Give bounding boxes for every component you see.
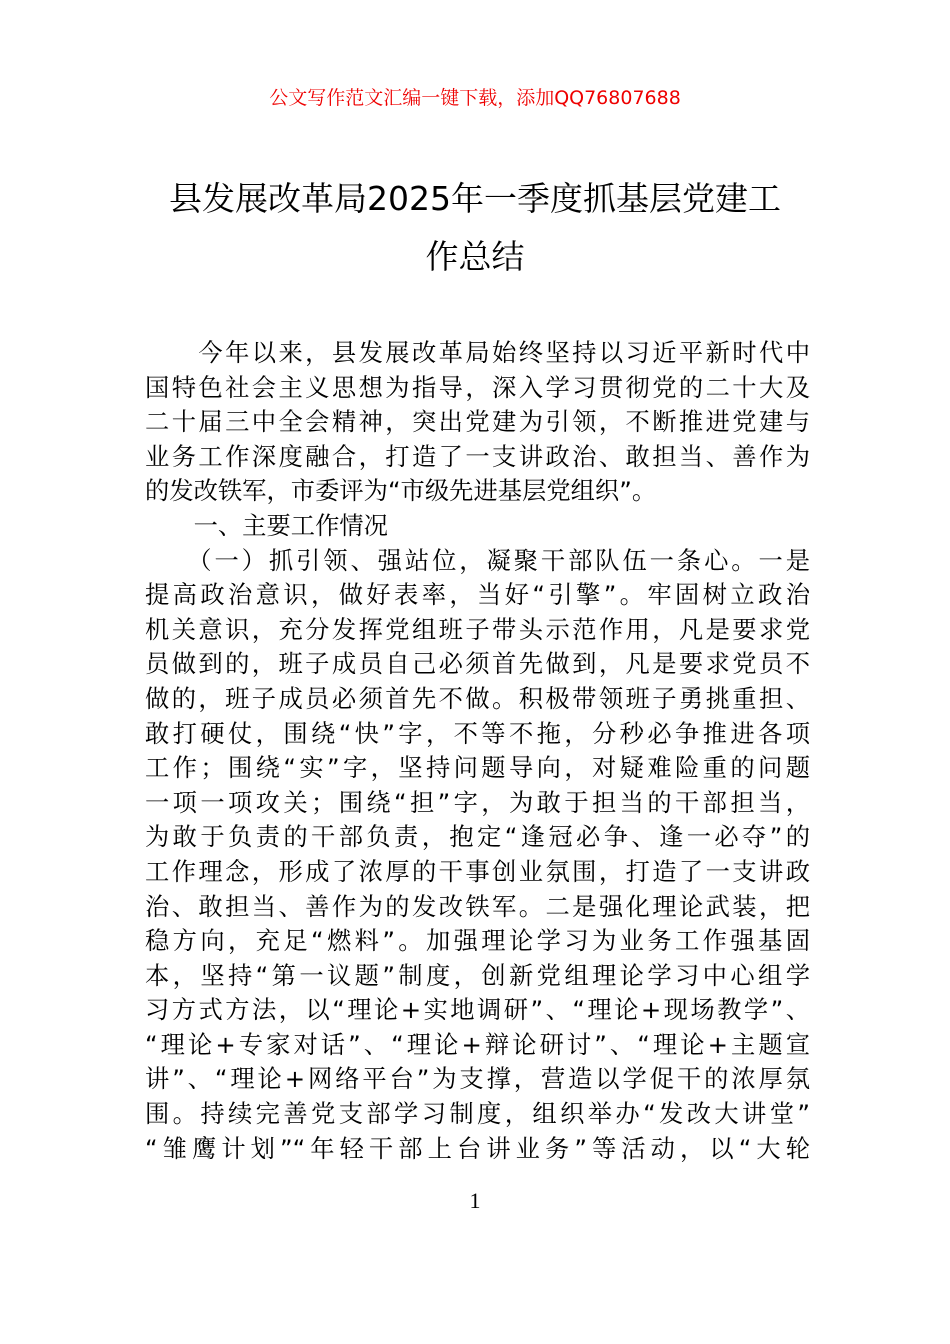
body-line: 的发改铁军，市委评为“市级先进基层党组织”。: [145, 476, 657, 506]
body-line: 治、敢担当、善作为的发改铁军。二是强化理论武装，把: [145, 891, 810, 921]
watermark-banner: 公文写作范文汇编一键下载，添加QQ76807688: [269, 87, 681, 109]
body-line: 工作理念，形成了浓厚的干事创业氛围，打造了一支讲政: [145, 856, 810, 886]
body-line: 本，坚持“第一议题”制度，创新党组理论学习中心组学: [145, 960, 810, 990]
document-body: [145, 336, 810, 1166]
body-line: 员做到的，班子成员自己必须首先做到，凡是要求党员不: [145, 649, 810, 679]
body-line: 工作；围绕“实”字，坚持问题导向，对疑难险重的问题: [145, 753, 810, 783]
body-line: 机关意识，充分发挥党组班子带头示范作用，凡是要求党: [145, 614, 810, 644]
body-line: 围。持续完善党支部学习制度，组织举办“发改大讲堂”: [145, 1099, 810, 1129]
body-line: 为敢于负责的干部负责，抱定“逢冠必争、逢一必夺”的: [145, 822, 810, 852]
body-line: 讲”、“理论+网络平台”为支撑，营造以学促干的浓厚氛: [145, 1064, 810, 1094]
body-line: 敢打硬仗，围绕“快”字，不等不拖，分秒必争推进各项: [145, 718, 810, 748]
body-line: 一项一项攻关；围绕“担”字，为敢于担当的干部担当，: [145, 787, 810, 817]
body-line: “理论+专家对话”、“理论+辩论研讨”、“理论+主题宣: [145, 1029, 810, 1059]
body-line: 习方式方法，以“理论+实地调研”、“理论+现场教学”、: [145, 995, 810, 1025]
body-line: 提高政治意识，做好表率，当好“引擎”。牢固树立政治: [145, 580, 810, 610]
title-line-1: 县发展改革局2025年一季度抓基层党建工: [169, 179, 781, 218]
body-line: 二十届三中全会精神，突出党建为引领，不断推进党建与: [145, 407, 810, 437]
body-line: 国特色社会主义思想为指导，深入学习贯彻党的二十大及: [145, 372, 810, 402]
page-number: 1: [469, 1188, 481, 1213]
body-line: “雏鹰计划”“年轻干部上台讲业务”等活动，以“大轮: [145, 1133, 810, 1163]
document-title: [0, 170, 950, 286]
body-line: （一）抓引领、强站位，凝聚干部队伍一条心。一是: [145, 545, 810, 575]
body-line: 业务工作深度融合，打造了一支讲政治、敢担当、善作为: [145, 441, 810, 471]
body-line: 稳方向，充足“燃料”。加强理论学习为业务工作强基固: [145, 926, 810, 956]
body-line: 一、主要工作情况: [145, 510, 388, 540]
body-line: 今年以来，县发展改革局始终坚持以习近平新时代中: [145, 338, 810, 367]
title-line-2: 作总结: [425, 237, 525, 276]
body-line: 做的，班子成员必须首先不做。积极带领班子勇挑重担、: [145, 683, 810, 713]
